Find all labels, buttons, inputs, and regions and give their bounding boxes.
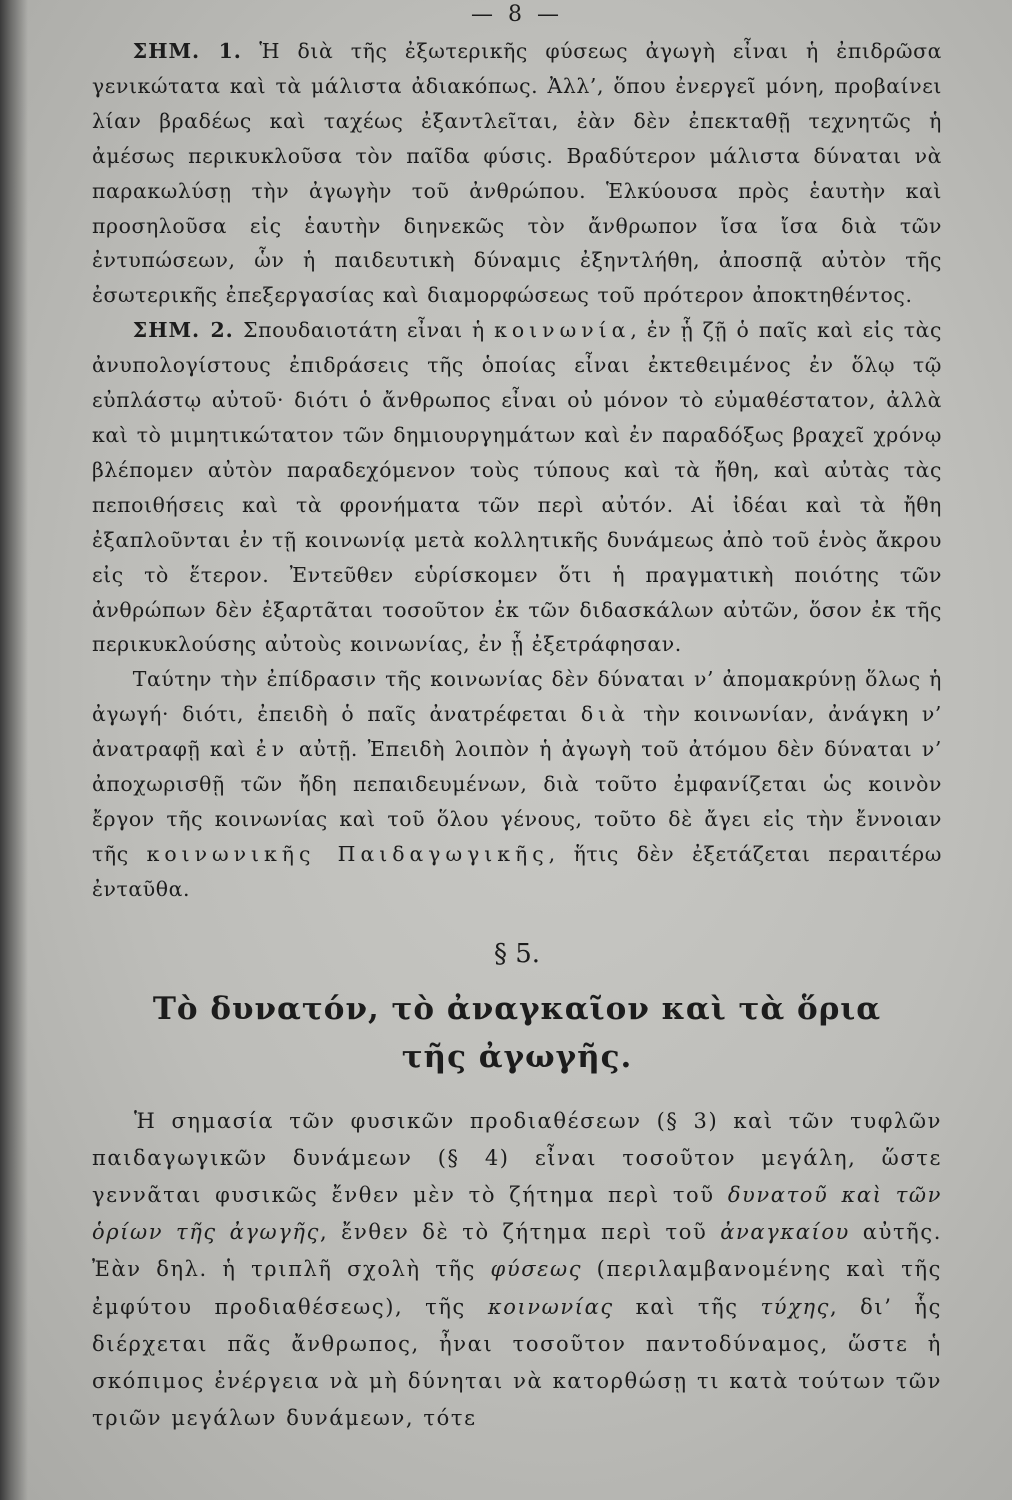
para-4-italic-possible-limits: δυνατοῦ καὶ τῶν ὁρίων τῆς ἀγωγῆς	[92, 1183, 942, 1245]
para-3-emphasis-dia: διὰ	[580, 702, 630, 727]
binding-gutter-shadow	[0, 0, 28, 1500]
para-4-text-mid2: αὐτῆς. Ἐὰν δηλ. ἡ τριπλῆ σχολὴ τῆς	[92, 1220, 942, 1282]
para-3-emphasis-social-pedagogy: κοινωνικῆς Παιδαγωγικῆς	[146, 841, 549, 866]
para-4-italic-nature: φύσεως	[490, 1257, 583, 1282]
note-1-label: ΣΗΜ. 1.	[132, 39, 242, 63]
para-4-text-end: , δι’ ἧς διέρχεται πᾶς ἄνθρωπος, ἦναι τοσοῦτον παντοδύναμος, ὥστε ἡ σκόπιμος ἐνέργεια νὰ μὴ δύνηται νὰ κατορθώσῃ τι κατὰ τούτων τῶν τριῶν μεγάλων δυνάμεων, τότε	[92, 1294, 942, 1431]
note-1	[92, 34, 942, 313]
para-4-text-mid3: (περιλαμβανομένης καὶ τῆς ἐμφύτου προδιαθέσεως), τῆς	[92, 1257, 942, 1319]
note-2-text-end: , ἐν ᾗ ζῇ ὁ παῖς καὶ εἰς τὰς ἀνυπολογίστους ἐπιδράσεις τῆς ὁποίας εἶναι ἐκτεθειμένος ἐν ὅλῳ τῷ εὐπλάστῳ αὐτοῦ· διότι ὁ ἄνθρωπος εἶναι οὐ μόνον τὸ εὐμαθέστατον, ἀλλὰ καὶ τὸ μιμητικώτατον τῶν δημιουργημάτων καὶ ἐν παραδόξως βραχεῖ χρόνῳ βλέπομεν αὐτὸν παραδεχόμενον τοὺς τύπους καὶ τὰ ἤθη, καὶ αὐτὰς τὰς πεποιθήσεις καὶ τὰ φρονήματα τῶν περὶ αὐτόν. Αἱ ἰδέαι καὶ τὰ ἤθη ἐξαπλοῦνται ἐν τῇ κοινωνίᾳ μετὰ κολλητικῆς δυνάμεως ἀπὸ τοῦ ἑνὸς ἄκρου εἰς τὸ ἕτερον. Ἐντεῦθεν εὑρίσκομεν ὅτι ἡ πραγματικὴ ποιότης τῶν ἀνθρώπων δὲν ἐξαρτᾶται τοσοῦτον ἐκ τῶν διδασκάλων αὐτῶν, ὅσον ἐκ τῆς περικυκλούσης αὐτοὺς κοινωνίας, ἐν ᾗ ἐξετράφησαν.	[92, 318, 943, 657]
note-2	[92, 313, 942, 662]
para-3-text-start: Ταύτην τὴν ἐπίδρασιν τῆς κοινωνίας δὲν δύναται ν’ ἀπομακρύνῃ ὅλως ἡ ἀγωγή· διότι, ἐπειδὴ ὁ παῖς ἀνατρέφεται	[92, 667, 942, 727]
paragraph-social-pedagogy	[92, 662, 942, 906]
para-3-emphasis-en: ἐν	[255, 737, 290, 762]
note-2-label: ΣΗΜ. 2.	[132, 318, 234, 343]
para-4-italic-necessary: ἀναγκαίου	[720, 1220, 850, 1245]
section-body	[92, 1103, 942, 1438]
note-1-text: Ἡ διὰ τῆς ἐξωτερικῆς φύσεως ἀγωγὴ εἶναι ἡ ἐπιδρῶσα γενικώτατα καὶ τὰ μάλιστα ἀδιακόπως. Ἀλλ’, ὅπου ἐνεργεῖ μόνη, προβαίνει λίαν βραδέως καὶ ταχέως ἐξαντλεῖται, ἐὰν δὲν ἐπεκταθῇ τεχνητῶς ἡ ἀμέσως περικυκλοῦσα τὸν παῖδα φύσις. Βραδύτερον μάλιστα δύναται νὰ παρακωλύσῃ τὴν ἀγωγὴν τοῦ ἀνθρώπου. Ἑλκύουσα πρὸς ἑαυτὴν καὶ προσηλοῦσα εἰς ἑαυτὴν διηνεκῶς τὸν ἄνθρωπον ἴσα ἴσα διὰ τῶν ἐντυπώσεων, ὧν ἡ παιδευτικὴ δύναμις ἐξηντλήθη, ἀποσπᾷ αὐτὸν τῆς ἐσωτερικῆς ἐπεξεργασίας καὶ διαμορφώσεως τοῦ πρότερον ἀποκτηθέντος.	[92, 39, 943, 308]
section-title-line-2: τῆς ἀγωγῆς.	[401, 1038, 633, 1075]
paragraph-possibility-of-education	[92, 1103, 942, 1438]
para-4-italic-chance: τύχης	[760, 1294, 830, 1319]
notes-block	[92, 34, 942, 907]
para-3-text-end: , ἥτις δὲν ἐξετάζεται περαιτέρω ἐνταῦθα.	[92, 841, 942, 901]
section-number: § 5.	[493, 938, 541, 969]
para-3-text-mid1: τὴν κοινωνίαν, ἀνάγκη ν’ ἀνατραφῇ καὶ	[92, 702, 942, 762]
note-2-emphasis: κοινωνία	[494, 318, 631, 343]
note-2-text-start: Σπουδαιοτάτη εἶναι ἡ	[243, 318, 495, 343]
para-4-text-mid1: , ἔνθεν δὲ τὸ ζήτημα περὶ τοῦ	[319, 1220, 721, 1245]
para-4-italic-society: κοινωνίας	[487, 1294, 614, 1319]
section-title	[92, 985, 942, 1081]
para-3-text-mid2: αὐτῇ. Ἐπειδὴ λοιπὸν ἡ ἀγωγὴ τοῦ ἀτόμου δὲν δύναται ν’ ἀποχωρισθῇ τῶν ἤδη πεπαιδευμένων, διὰ τοῦτο ἐμφανίζεται ὡς κοινὸν ἔργον τῆς κοινωνίας καὶ τοῦ ὅλου γένους, τοῦτο δὲ ἄγει εἰς τὴν ἔννοιαν τῆς	[92, 737, 942, 866]
para-4-text-start: Ἡ σημασία τῶν φυσικῶν προδιαθέσεων (§ 3) καὶ τῶν τυφλῶν παιδαγωγικῶν δυνάμεων (§ 4) εἶναι τοσοῦτον μεγάλη, ὥστε γεννᾶται φυσικῶς ἔνθεν μὲν τὸ ζήτημα περὶ τοῦ	[92, 1108, 942, 1208]
section-title-line-1: Τὸ δυνατόν, τὸ ἀναγκαῖον καὶ τὰ ὅρια	[152, 990, 882, 1027]
page-number: — 8 —	[471, 2, 563, 27]
para-4-text-mid4: καὶ τῆς	[613, 1294, 761, 1319]
